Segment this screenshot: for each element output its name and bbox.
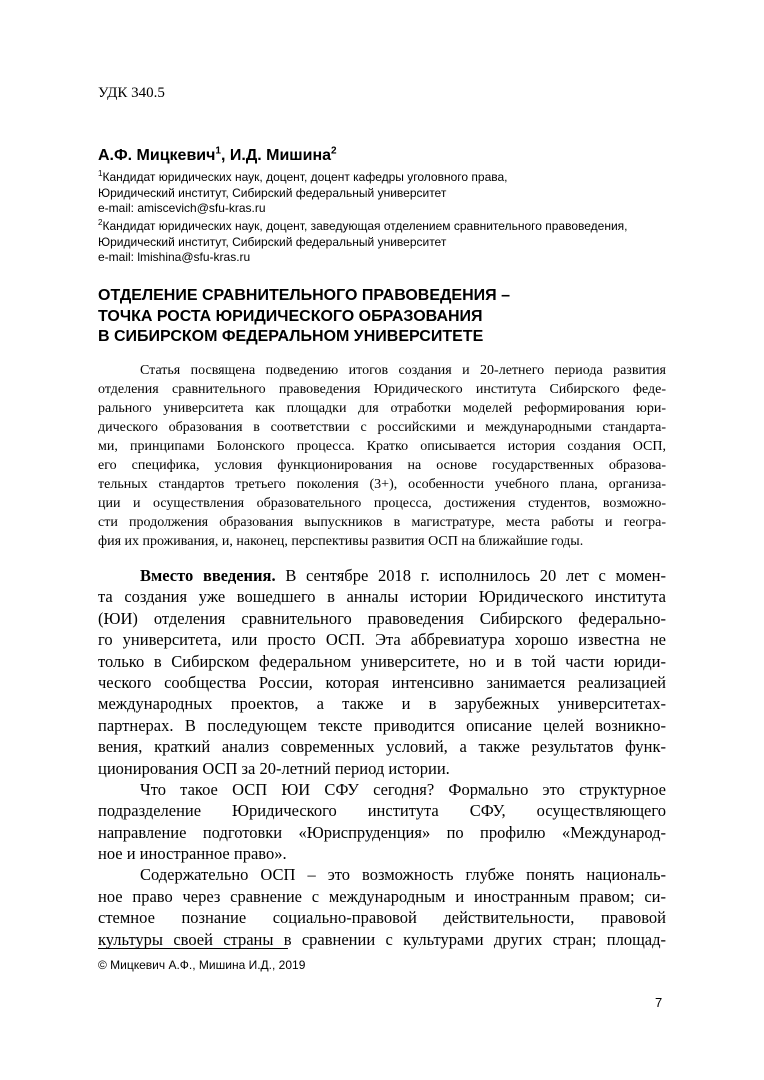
title-line: ТОЧКА РОСТА ЮРИДИЧЕСКОГО ОБРАЗОВАНИЯ bbox=[98, 307, 483, 325]
body-line: ное и иностранное право». bbox=[98, 844, 287, 864]
body-line: ционирования ОСП за 20-летний период истории. bbox=[98, 758, 450, 778]
affiliation-line: Юридический институт, Сибирский федеральный университет bbox=[98, 234, 447, 249]
udk-code: УДК 340.5 bbox=[98, 85, 165, 101]
body-line: та создания уже вошедшего в анналы истории Юридического института bbox=[98, 587, 666, 607]
body-line: ческого сообщества России, которая интенсивно занимается реализацией bbox=[98, 672, 666, 692]
affiliation-line: $^1$Кандидат юридических наук, доцент, доцент кафедры уголовного права, bbox=[98, 169, 508, 184]
affiliation-email: e-mail: lmishina@sfu-kras.ru bbox=[98, 250, 251, 264]
title-line: В СИБИРСКОМ ФЕДЕРАЛЬНОМ УНИВЕРСИТЕТЕ bbox=[98, 328, 484, 345]
body-line: Содержательно ОСП – это возможность глубже понять националь- bbox=[140, 865, 666, 885]
body-line: подразделение Юридического института СФУ, осуществляющего bbox=[98, 801, 666, 821]
section-lead-heading: Вместо введения. bbox=[140, 566, 276, 585]
author-separator: , bbox=[220, 147, 230, 164]
author-2-superscript: 2 bbox=[331, 145, 337, 157]
abstract-line: ции и осуществления образовательного процесса, достижения студентов, возможно- bbox=[98, 496, 666, 511]
abstract bbox=[98, 361, 666, 551]
abstract-line: его специфика, условия функционирования на основе государственных образова- bbox=[98, 458, 666, 473]
body-line: (ЮИ) отделения сравнительного правоведения Сибирского федерально- bbox=[98, 608, 666, 628]
abstract-line: Статья посвящена подведению итогов создания и 20-летнего периода развития bbox=[140, 363, 666, 378]
page-number: 7 bbox=[655, 995, 663, 1010]
body-line: го университета, или просто ОСП. Эта аббревиатура хорошо известна не bbox=[98, 630, 666, 650]
affiliation-superscript: 2 bbox=[98, 218, 103, 227]
abstract-line: ми, принципами Болонского процесса. Кратко описывается история создания ОСП, bbox=[98, 439, 666, 454]
affiliation-1 bbox=[98, 170, 508, 217]
body-text bbox=[98, 565, 666, 950]
affiliation-superscript: 1 bbox=[98, 169, 103, 178]
body-line: только в Сибирском федеральном университете, но и в той части юриди- bbox=[98, 651, 666, 671]
abstract-line: рального университета как площадки для отработки моделей реформирования юри- bbox=[98, 401, 666, 416]
abstract-line: фия их проживания, и, наконец, перспективы развития ОСП на ближайшие годы. bbox=[98, 534, 584, 549]
abstract-line: сти продолжения образования выпускников в магистратуре, места работы и геогра- bbox=[98, 515, 666, 530]
abstract-line: тельных стандартов третьего поколения (3+), особенности учебного плана, организа- bbox=[98, 477, 666, 492]
affiliation-line: $^2$Кандидат юридических наук, доцент, заведующая отделением сравнительного правоведения, bbox=[98, 218, 628, 233]
body-line: вения, краткий анализ современных условий, а также результатов функ- bbox=[98, 737, 666, 757]
author-1-superscript: 1 bbox=[215, 145, 221, 157]
article-title bbox=[98, 286, 678, 348]
body-line: Что такое ОСП ЮИ СФУ сегодня? Формально это структурное bbox=[140, 779, 666, 799]
body-line: международных проектов, а также и в зарубежных университетах- bbox=[98, 694, 666, 714]
author-2-name: И.Д. Мишина bbox=[229, 147, 332, 164]
abstract-line: дического образования в соответствии с российскими и международными стандарта- bbox=[98, 420, 666, 435]
copyright-note: © Мицкевич А.Ф., Мишина И.Д., 2019 bbox=[98, 958, 306, 972]
author-1-name: А.Ф. Мицкевич bbox=[98, 147, 216, 164]
body-line: стемное познание социально-правовой действительности, правовой bbox=[98, 908, 666, 928]
affiliation-line: Юридический институт, Сибирский федеральный университет bbox=[98, 185, 447, 200]
abstract-line: отделения сравнительного правоведения Юридического института Сибирского феде- bbox=[98, 382, 666, 397]
body-line: партнерах. В последующем тексте приводится описание целей возникно- bbox=[98, 715, 666, 735]
body-line: Вместо введения. В сентябре 2018 г. исполнилось 20 лет с момен- bbox=[140, 566, 666, 585]
authors-line bbox=[98, 146, 337, 166]
affiliation-2 bbox=[98, 219, 628, 266]
footnote-divider bbox=[98, 948, 288, 949]
body-line: направление подготовки «Юриспруденция» по профилю «Международ- bbox=[98, 822, 666, 842]
body-line: ное право через сравнение с международным и иностранным правом; си- bbox=[98, 886, 666, 906]
title-line: ОТДЕЛЕНИЕ СРАВНИТЕЛЬНОГО ПРАВОВЕДЕНИЯ – bbox=[98, 287, 510, 304]
body-line: культуры своей страны в сравнении с культурами других стран; площад- bbox=[98, 929, 666, 949]
affiliation-email: e-mail: amiscevich@sfu-kras.ru bbox=[98, 201, 266, 215]
